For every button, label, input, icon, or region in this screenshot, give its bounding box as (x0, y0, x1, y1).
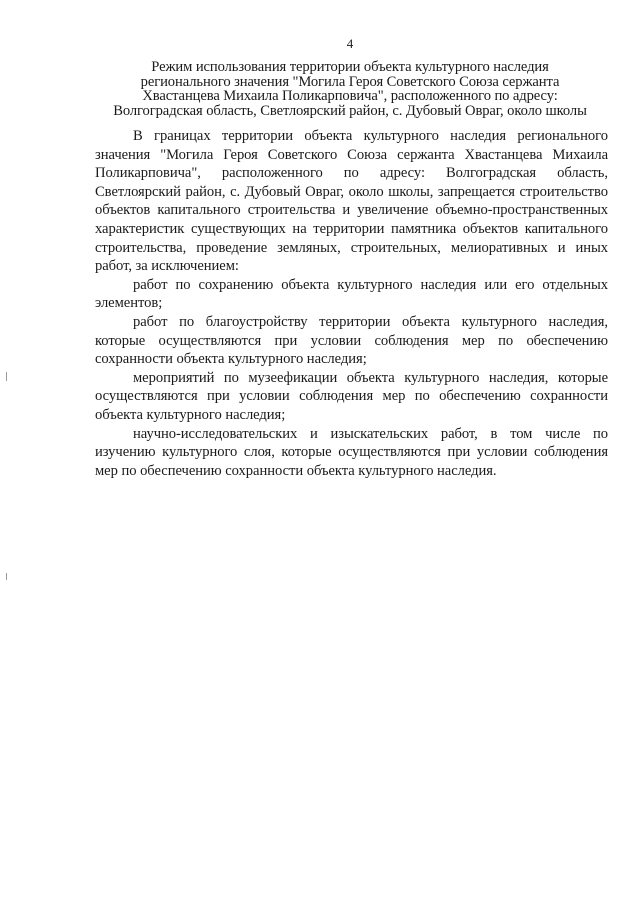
title-line: Волгоградская область, Светлоярский район, с. Дубовый Овраг, около школы (113, 102, 587, 119)
scan-margin-mark (6, 372, 7, 381)
body-paragraph: работ по сохранению объекта культурного наследия или его отдельных элементов; (95, 276, 608, 312)
title-line: Режим использования территории объекта культурного наследия (151, 59, 549, 75)
body-paragraph: мероприятий по музеефикации объекта культурного наследия, которые осуществляются при условии соблюдения мер по обеспечению сохранности объекта культурного наследия; (95, 369, 608, 423)
document-title (90, 60, 610, 118)
title-line: регионального значения "Могила Героя Советского Союза сержанта (140, 73, 560, 90)
title-line: Хвастанцева Михаила Поликарповича", расположенного по адресу: (142, 88, 558, 105)
page-number: 4 (346, 36, 354, 51)
body-paragraph: научно-исследовательских и изыскательских работ, в том числе по изучению культурного слоя, которые осуществляются при условии соблюдения мер по обеспечению сохранности объекта культурного наследия. (95, 425, 608, 479)
body-paragraph: работ по благоустройству территории объекта культурного наследия, которые осуществляются при условии соблюдения мер по обеспечению сохранности объекта культурного наследия; (95, 313, 608, 368)
document-body (95, 127, 608, 480)
scan-margin-mark (6, 573, 7, 580)
body-paragraph: В границах территории объекта культурного наследия регионального значения "Могила Героя Советского Союза сержанта Хвастанцева Михаила Поликарповича", расположенного по адресу: Волгоградская область, Светлоярский район, с. Дубовый Овраг, около школы, запрещается строительство объектов капитального строительства и увеличение объемно-пространственных характеристик существующих на территории памятника объектов капитального строительства, проведение земляных, строительных, мелиоративных и иных работ, за исключением: (95, 128, 608, 275)
